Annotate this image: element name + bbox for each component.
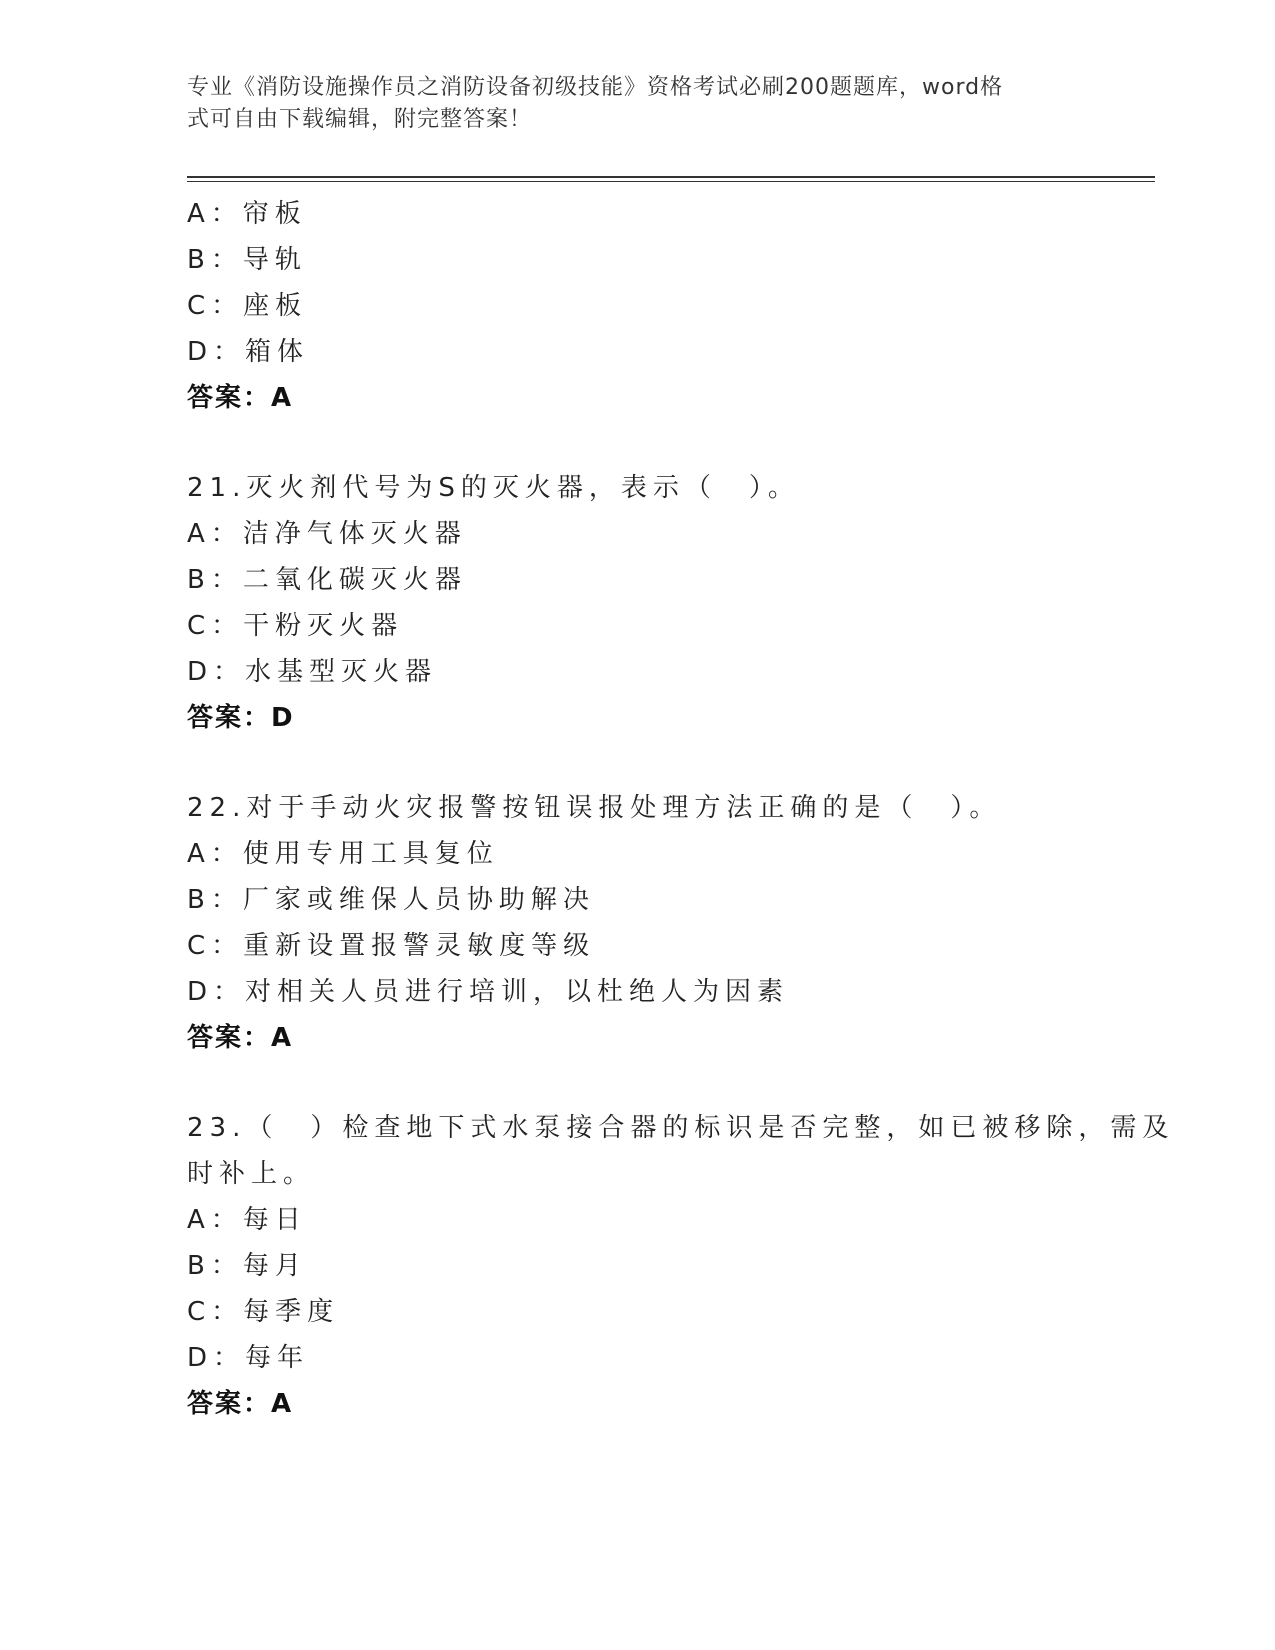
header-divider-thin: [187, 181, 1155, 182]
question-stem: 21.灭火剂代号为S的灭火器，表示（ ）。: [187, 473, 800, 503]
option-d: D：水基型灭火器: [187, 657, 438, 687]
question-21: [187, 465, 1087, 741]
option-b: B：二氧化碳灭火器: [187, 565, 467, 595]
option-b: B：每月: [187, 1251, 307, 1281]
option-a: A：每日: [187, 1205, 307, 1235]
question-22: [187, 785, 1087, 1061]
option-d: D：对相关人员进行培训，以杜绝人为因素: [187, 977, 790, 1007]
question-stem: 22.对于手动火灾报警按钮误报处理方法正确的是（ ）。: [187, 793, 1002, 823]
option-b: B：导轨: [187, 245, 307, 275]
option-c: C：重新设置报警灵敏度等级: [187, 931, 596, 961]
question-23: [187, 1105, 1175, 1427]
option-d: D：每年: [187, 1343, 310, 1373]
answer: 答案：A: [187, 1389, 294, 1419]
option-b: B：厂家或维保人员协助解决: [187, 885, 595, 915]
document-header: [187, 72, 1087, 136]
answer: 答案：A: [187, 1023, 294, 1053]
option-a: A：使用专用工具复位: [187, 839, 499, 869]
header-line-1: 专业《消防设施操作员之消防设备初级技能》资格考试必刷200题题库，word格: [187, 75, 1004, 100]
option-c: C：每季度: [187, 1297, 340, 1327]
question-list: [187, 191, 1175, 1427]
answer: 答案：A: [187, 383, 294, 413]
option-c: C：干粉灭火器: [187, 611, 404, 641]
question-20-continuation: [187, 191, 1087, 421]
question-stem-line-2: 时补上。: [187, 1159, 316, 1189]
option-a: A：帘板: [187, 199, 307, 229]
header-divider-thick: [187, 176, 1155, 178]
answer: 答案：D: [187, 703, 295, 733]
question-stem-line-1: 23.（ ）检查地下式水泵接合器的标识是否完整，如已被移除，需及: [187, 1113, 1175, 1143]
option-c: C：座板: [187, 291, 308, 321]
header-line-2: 式可自由下载编辑，附完整答案！: [187, 107, 533, 132]
option-a: A：洁净气体灭火器: [187, 519, 467, 549]
option-d: D：箱体: [187, 337, 310, 367]
